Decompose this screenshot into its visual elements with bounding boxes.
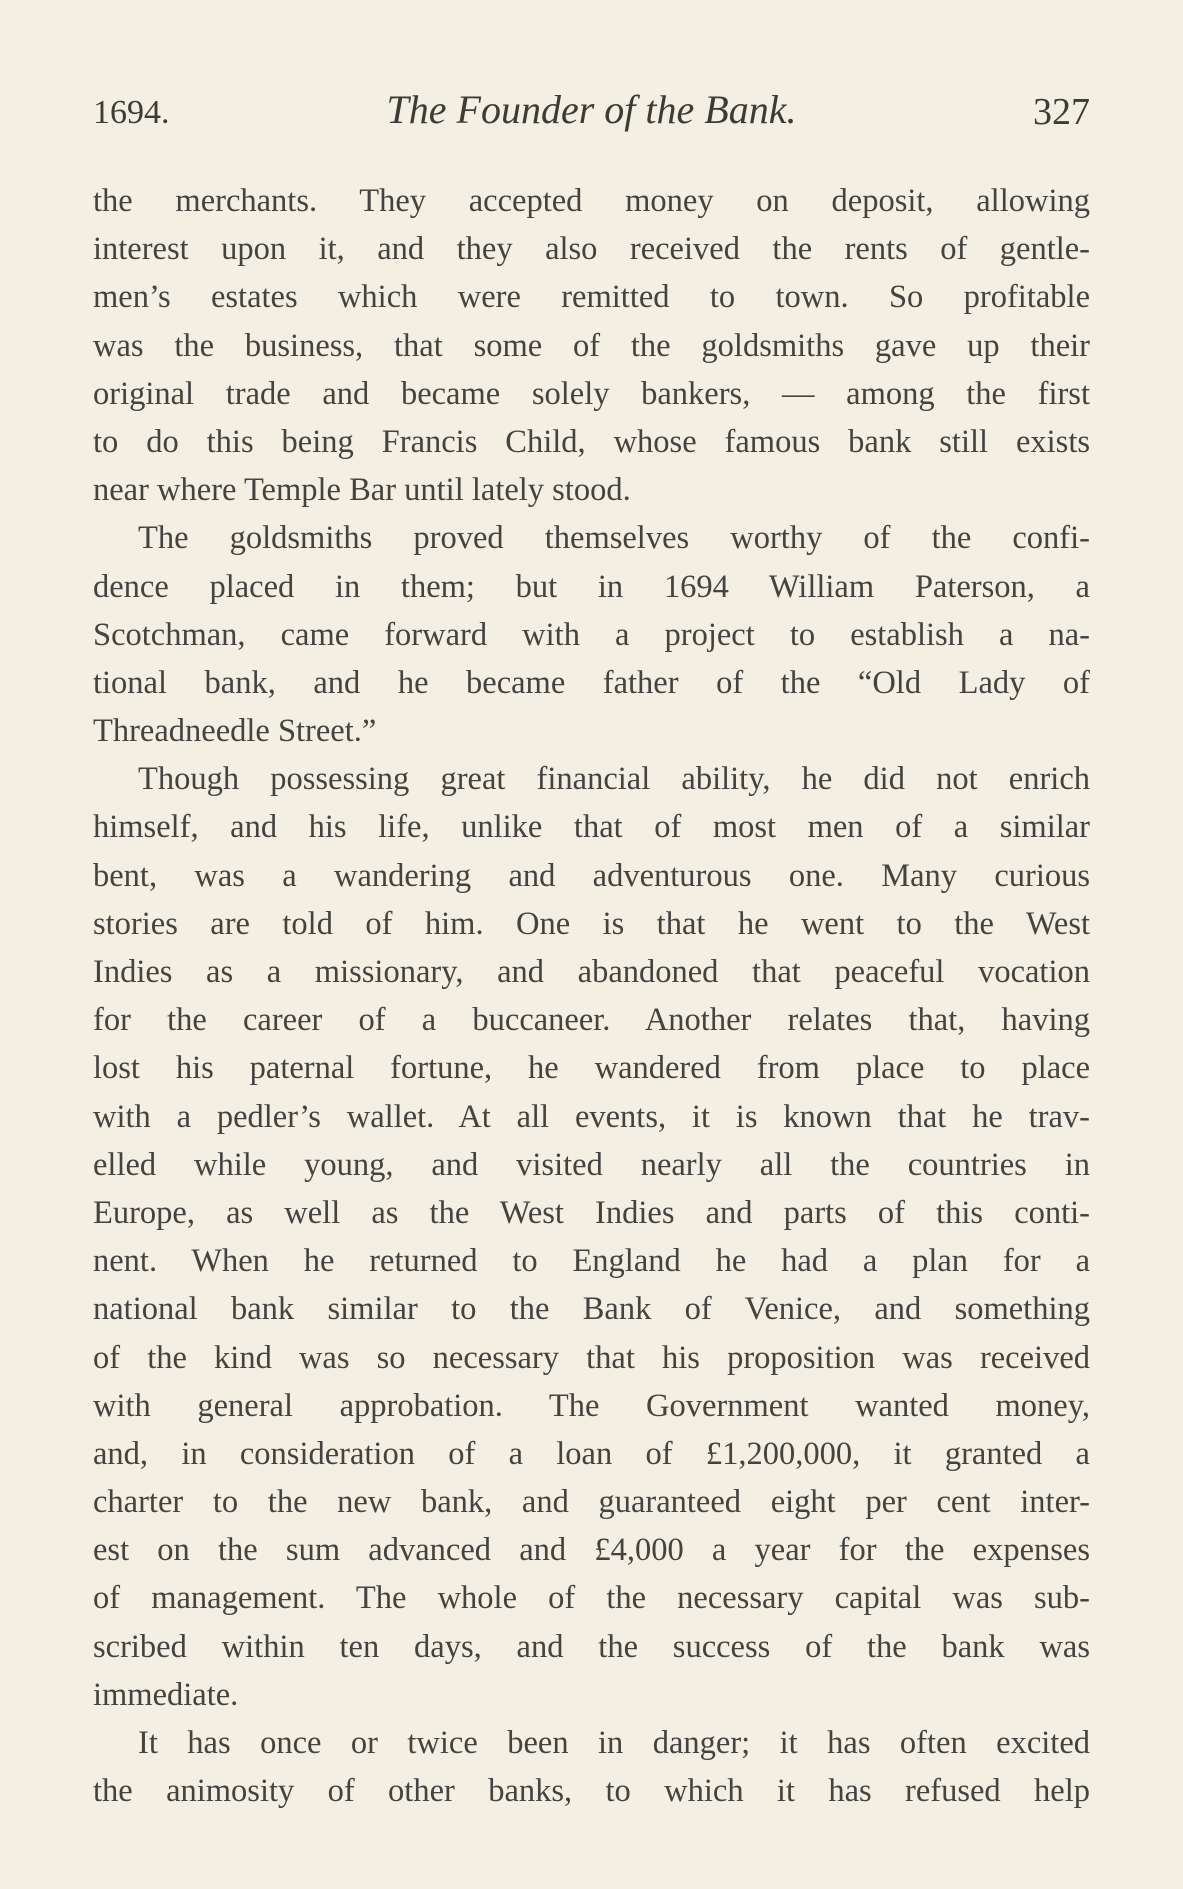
text-line: est on the sum advanced and £4,000 a year for the expenses xyxy=(93,1532,1090,1569)
text-line: the merchants. They accepted money on deposit, allowing xyxy=(93,183,1090,219)
text-line: tional bank, and he became father of the “Old Lady of xyxy=(93,664,1090,701)
text-line: bent, was a wandering and adventurous one. Many curious xyxy=(93,857,1090,894)
text-line: interest upon it, and they also received the rents of gentle- xyxy=(93,231,1090,268)
text-line: near where Temple Bar until lately stood. xyxy=(93,472,631,509)
text-line: of the kind was so necessary that his proposition was received xyxy=(93,1339,1090,1376)
text-line: Indies as a missionary, and abandoned that peaceful vocation xyxy=(93,954,1090,990)
text-line: was the business, that some of the goldsmiths gave up their xyxy=(93,327,1090,364)
text-line: nent. When he returned to England he had a plan for a xyxy=(93,1243,1090,1280)
text-line: scribed within ten days, and the success of the bank was xyxy=(93,1628,1090,1665)
text-line: charter to the new bank, and guaranteed eight per cent inter- xyxy=(93,1484,1090,1521)
text-line: elled while young, and visited nearly all the countries in xyxy=(93,1146,1090,1183)
text-line: men’s estates which were remitted to town. So profitable xyxy=(93,279,1090,316)
text-line: Threadneedle Street.” xyxy=(93,713,377,750)
text-line: original trade and became solely bankers, — among the first xyxy=(93,375,1090,412)
header-year: 1694. xyxy=(93,94,170,131)
text-line: with general approbation. The Government wanted money, xyxy=(93,1387,1090,1424)
text-line: dence placed in them; but in 1694 William Paterson, a xyxy=(93,568,1090,605)
text-line: Scotchman, came forward with a project to establish a na- xyxy=(93,616,1090,653)
text-line: immediate. xyxy=(93,1676,239,1713)
text-line: of management. The whole of the necessary capital was sub- xyxy=(93,1580,1090,1617)
text-line: Though possessing great financial ability, he did not enrich xyxy=(138,761,1090,798)
text-line: with a pedler’s wallet. At all events, it is known that he trav- xyxy=(93,1098,1090,1135)
text-line: the animosity of other banks, to which it has refused help xyxy=(93,1773,1090,1810)
text-line: The goldsmiths proved themselves worthy of the confi- xyxy=(138,520,1090,557)
text-line: himself, and his life, unlike that of most men of a similar xyxy=(93,809,1090,846)
text-line: Europe, as well as the West Indies and parts of this conti- xyxy=(93,1194,1090,1231)
body-text xyxy=(93,177,1090,1815)
text-line: and, in consideration of a loan of £1,200,000, it granted a xyxy=(93,1435,1090,1472)
text-line: to do this being Francis Child, whose famous bank still exists xyxy=(93,423,1090,460)
text-line: stories are told of him. One is that he went to the West xyxy=(93,905,1090,942)
text-line: national bank similar to the Bank of Venice, and something xyxy=(93,1291,1090,1328)
chapter-title: The Founder of the Bank. xyxy=(386,87,797,132)
page-number: 327 xyxy=(1033,91,1090,133)
text-line: for the career of a buccaneer. Another relates that, having xyxy=(93,1002,1090,1039)
running-head xyxy=(93,86,1090,146)
text-line: lost his paternal fortune, he wandered from place to place xyxy=(93,1050,1090,1087)
text-line: It has once or twice been in danger; it has often excited xyxy=(138,1725,1090,1761)
